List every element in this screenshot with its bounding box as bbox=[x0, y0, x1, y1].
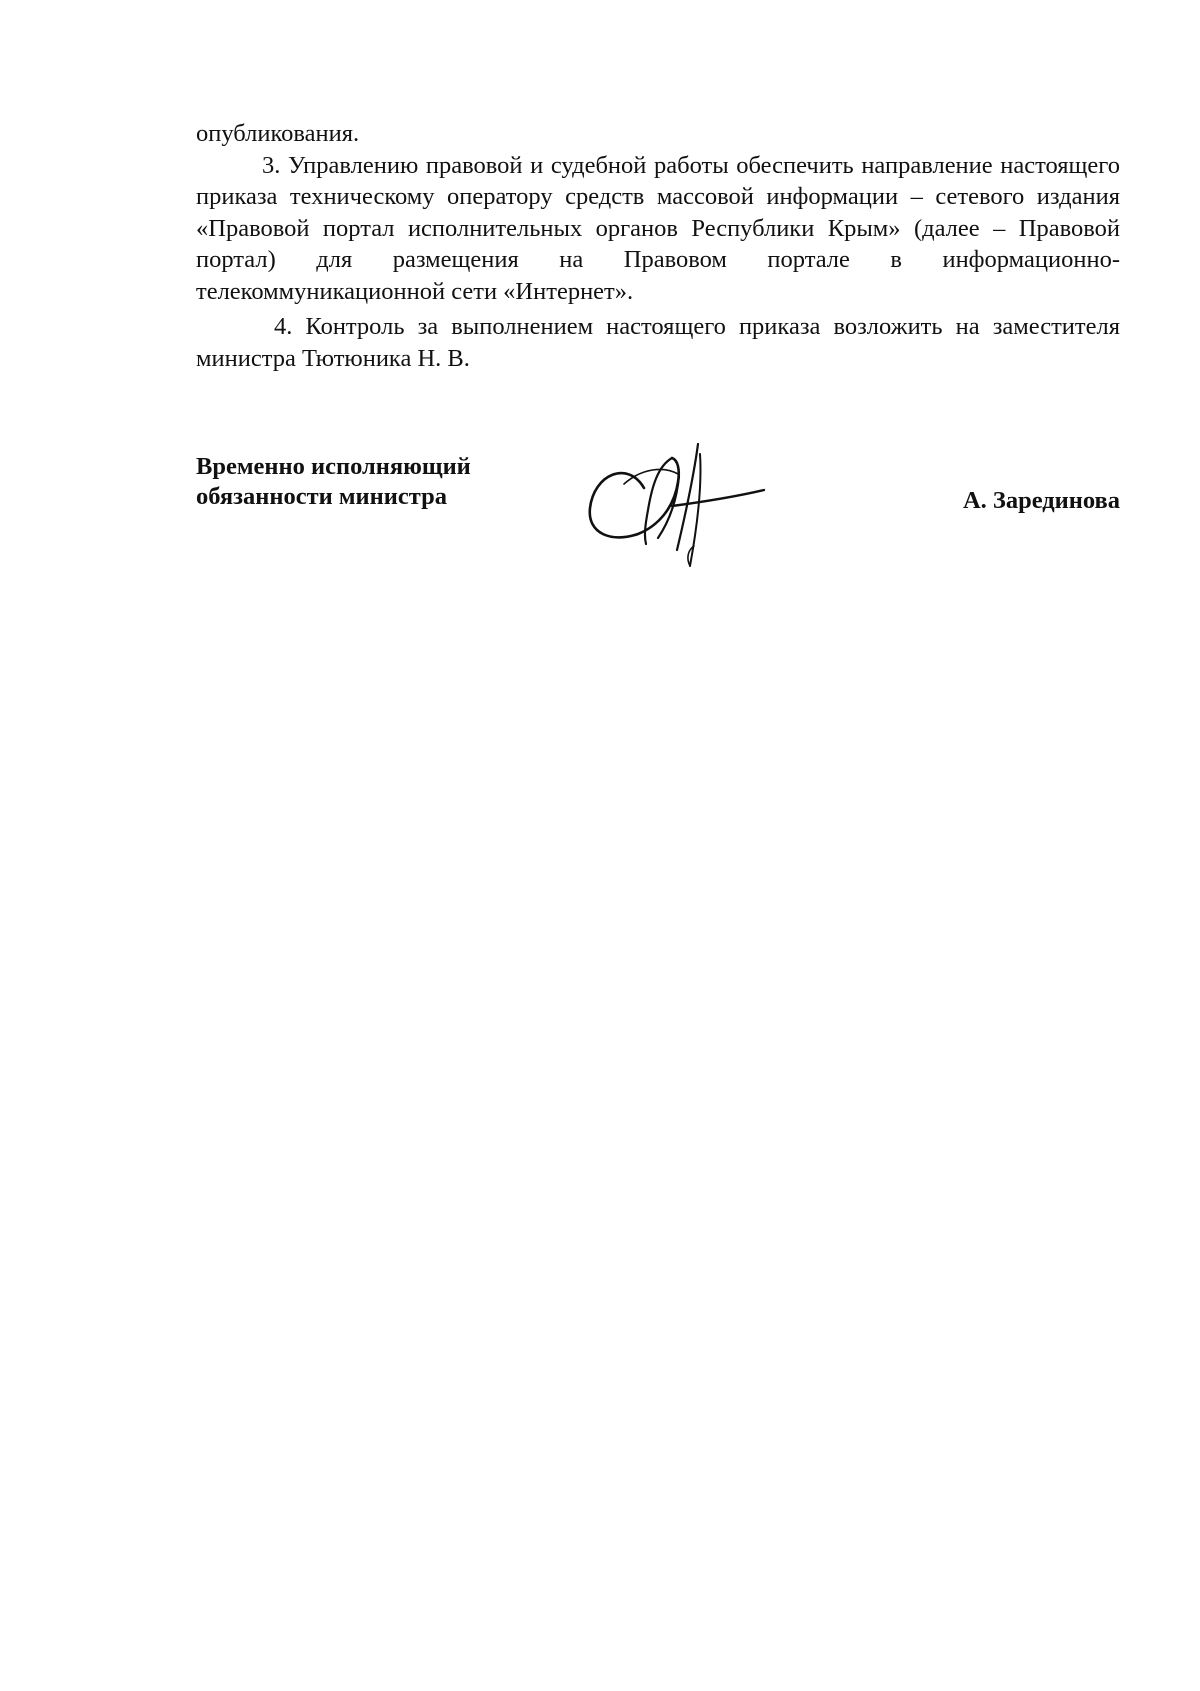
signature-block bbox=[196, 452, 1120, 572]
paragraph-item-4: 4. Контроль за выполнением настоящего приказа возложить на заместителя министра Тютюника Н. В. bbox=[196, 313, 1120, 372]
signer-name: А. Зарединова bbox=[962, 487, 1120, 514]
handwritten-signature bbox=[582, 440, 772, 568]
signer-position bbox=[196, 452, 471, 512]
paragraph-item-3: 3. Управлению правовой и судебной работы обеспечить направление настоящего приказа техническому оператору средств массовой информации – сетевого издания «Правовой портал исполнительных органов Республики Крым» (далее – Правовой портал) для размещения на Правовом портале в информационно-телекоммуникационной сети «Интернет». bbox=[196, 151, 1120, 305]
paragraph-continuation: опубликования. bbox=[196, 120, 360, 147]
signer-position-line-2: обязанности министра bbox=[196, 483, 447, 510]
document-body bbox=[196, 118, 1120, 374]
signer-position-line-1: Временно исполняющий bbox=[196, 453, 471, 480]
